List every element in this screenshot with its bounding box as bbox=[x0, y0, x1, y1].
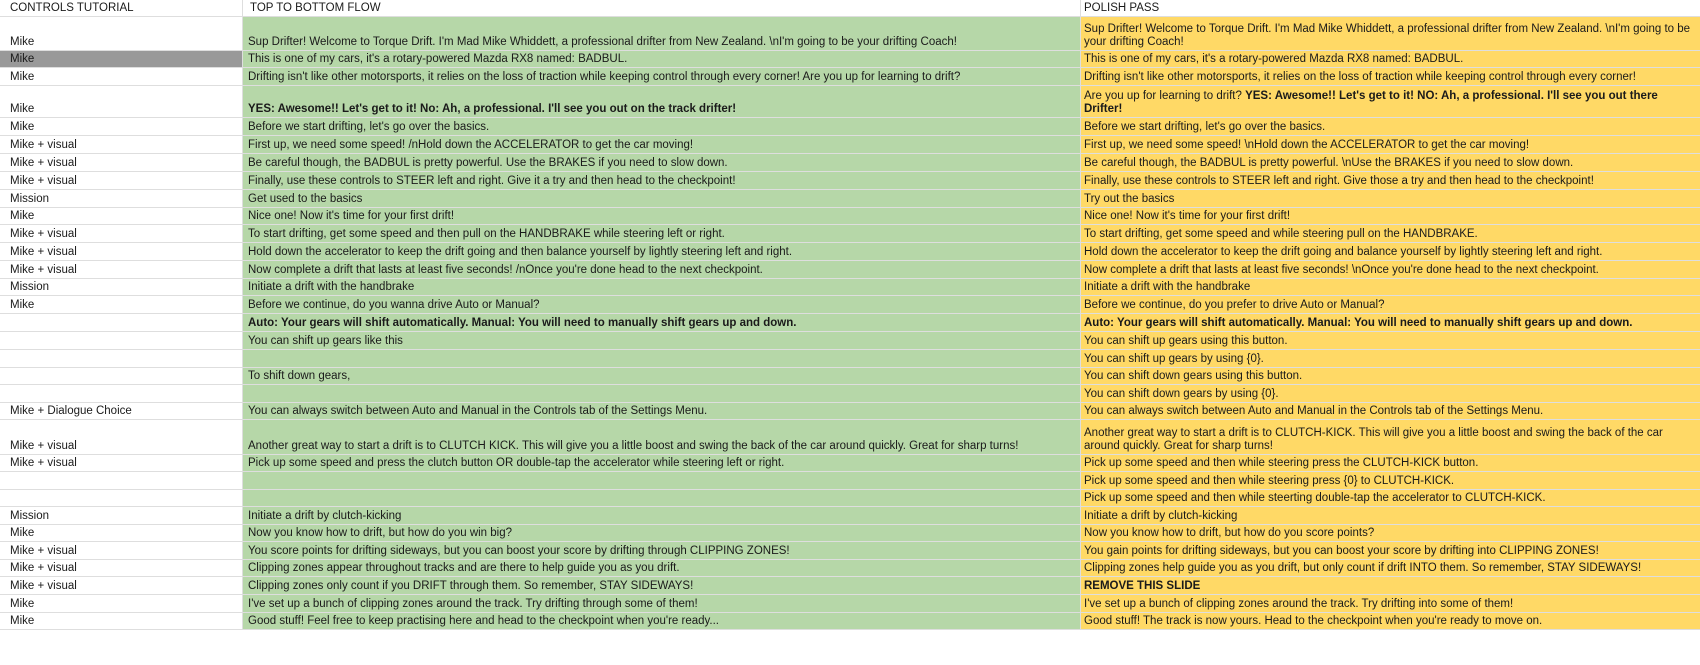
flow-text: Clipping zones only count if you DRIFT through them. So remember, STAY SIDEWAYS! bbox=[248, 580, 694, 592]
speaker-cell[interactable] bbox=[0, 350, 243, 367]
polish-text: Hold down the accelerator to keep the drift going and balance yourself by lightly steering left and right. bbox=[1084, 246, 1603, 258]
polish-text: Finally, use these controls to STEER left and right. Give those a try and then head to the checkpoint! bbox=[1084, 175, 1594, 187]
polish-text: To start drifting, get some speed and while steering pull on the HANDBRAKE. bbox=[1084, 228, 1478, 240]
speaker-cell[interactable] bbox=[0, 472, 243, 489]
flow-cell[interactable] bbox=[243, 490, 1081, 506]
polish-text-wrap bbox=[1084, 317, 1632, 331]
polish-text-wrap bbox=[1084, 475, 1454, 489]
table-row bbox=[0, 279, 1700, 296]
polish-text: This is one of my cars, it's a rotary-powered Mazda RX8 named: BADBUL. bbox=[1084, 53, 1464, 65]
polish-cell[interactable] bbox=[1081, 136, 1700, 153]
table-row bbox=[0, 385, 1700, 403]
polish-text: Now complete a drift that lasts at least five seconds! \nOnce you're done head to the next checkpoint. bbox=[1084, 264, 1599, 276]
flow-cell[interactable] bbox=[243, 420, 1081, 454]
flow-text: Initiate a drift with the handbrake bbox=[248, 281, 415, 293]
polish-text-wrap bbox=[1084, 193, 1174, 207]
flow-cell[interactable] bbox=[243, 350, 1081, 367]
speaker-cell[interactable] bbox=[0, 314, 243, 331]
polish-text: I've set up a bunch of clipping zones around the track. Try drifting into some of them! bbox=[1084, 598, 1514, 610]
flow-text: Before we start drifting, let's go over the basics. bbox=[248, 121, 490, 133]
speaker-text: Mike + visual bbox=[10, 175, 77, 187]
speaker-cell[interactable] bbox=[0, 507, 243, 524]
table-row bbox=[0, 350, 1700, 368]
flow-cell[interactable] bbox=[243, 403, 1081, 419]
speaker-text: Mike + Dialogue Choice bbox=[10, 405, 132, 417]
table-row bbox=[0, 595, 1700, 613]
speaker-text: Mike + visual bbox=[10, 157, 77, 169]
polish-cell[interactable] bbox=[1081, 350, 1700, 367]
table-row bbox=[0, 136, 1700, 154]
flow-text: This is one of my cars, it's a rotary-powered Mazda RX8 named: BADBUL. bbox=[248, 53, 628, 65]
polish-cell[interactable] bbox=[1081, 118, 1700, 135]
table-row bbox=[0, 332, 1700, 350]
speaker-cell[interactable] bbox=[0, 17, 243, 50]
polish-cell[interactable] bbox=[1081, 613, 1700, 629]
polish-text-wrap bbox=[1084, 139, 1529, 153]
polish-text: First up, we need some speed! \nHold down the ACCELERATOR to get the car moving! bbox=[1084, 139, 1530, 151]
flow-cell[interactable] bbox=[243, 455, 1081, 471]
flow-text: You can shift up gears like this bbox=[248, 335, 403, 347]
polish-text: Before we start drifting, let's go over the basics. bbox=[1084, 121, 1326, 133]
flow-text: Before we continue, do you wanna drive Auto or Manual? bbox=[248, 299, 540, 311]
speaker-cell[interactable] bbox=[0, 385, 243, 402]
table-row bbox=[0, 243, 1700, 261]
flow-text: Be careful though, the BADBUL is pretty powerful. Use the BRAKES if you need to slow down. bbox=[248, 157, 728, 169]
polish-text: Clipping zones help guide you as you drift, but only count if drift INTO them. So remember, STAY SIDEWAYS! bbox=[1084, 562, 1642, 574]
polish-text: You can shift down gears by using {0}. bbox=[1084, 388, 1279, 400]
speaker-text: Mike bbox=[10, 598, 35, 610]
flow-cell[interactable] bbox=[243, 118, 1081, 135]
flow-cell[interactable] bbox=[243, 472, 1081, 489]
speaker-text: Mike + visual bbox=[10, 139, 77, 151]
polish-text-wrap bbox=[1084, 615, 1542, 629]
table-row bbox=[0, 403, 1700, 420]
speaker-cell[interactable] bbox=[0, 154, 243, 171]
flow-text: YES: Awesome!! Let's get to it! No: Ah, a professional. I'll see you out on the track drifter! bbox=[248, 103, 737, 115]
speaker-text: Mike bbox=[10, 36, 35, 48]
speaker-text: Mike bbox=[10, 527, 35, 539]
polish-cell[interactable] bbox=[1081, 595, 1700, 612]
polish-cell[interactable] bbox=[1081, 560, 1700, 576]
speaker-cell[interactable] bbox=[0, 68, 243, 85]
flow-cell[interactable] bbox=[243, 51, 1081, 67]
polish-text-wrap bbox=[1084, 281, 1250, 295]
speaker-cell[interactable] bbox=[0, 208, 243, 224]
header-controls-tutorial[interactable]: CONTROLS TUTORIAL bbox=[0, 0, 243, 16]
table-row bbox=[0, 507, 1700, 525]
flow-text: Clipping zones appear throughout tracks and are there to help guide you as you drift. bbox=[248, 562, 680, 574]
table-row bbox=[0, 490, 1700, 507]
polish-cell[interactable] bbox=[1081, 243, 1700, 260]
flow-text: You score points for drifting sideways, but you can boost your score by drifting through CLIPPING ZONES! bbox=[248, 545, 790, 557]
polish-text-wrap bbox=[1084, 545, 1599, 559]
polish-text-wrap bbox=[1084, 71, 1636, 85]
flow-cell[interactable] bbox=[243, 314, 1081, 331]
speaker-text: Mike bbox=[10, 103, 35, 115]
table-row bbox=[0, 261, 1700, 279]
polish-text: Nice one! Now it's time for your first drift! bbox=[1084, 210, 1291, 222]
speaker-cell[interactable] bbox=[0, 455, 243, 471]
polish-text-wrap bbox=[1084, 210, 1290, 224]
flow-cell[interactable] bbox=[243, 208, 1081, 224]
speaker-cell[interactable] bbox=[0, 243, 243, 260]
polish-text-wrap bbox=[1084, 388, 1279, 402]
flow-text: Nice one! Now it's time for your first drift! bbox=[248, 210, 455, 222]
speaker-text: Mike bbox=[10, 615, 35, 627]
flow-text: Now you know how to drift, but how do you win big? bbox=[248, 527, 513, 539]
flow-cell[interactable] bbox=[243, 613, 1081, 629]
speaker-cell[interactable] bbox=[0, 51, 243, 67]
polish-text: Initiate a drift with the handbrake bbox=[1084, 281, 1251, 293]
speaker-cell[interactable] bbox=[0, 190, 243, 207]
polish-text-wrap bbox=[1084, 335, 1288, 349]
polish-text: YES: Awesome!! Let's get to it! NO: Ah, a professional. I'll see you out there Drifter! bbox=[1084, 90, 1658, 115]
speaker-text: Mike bbox=[10, 299, 35, 311]
speaker-text: Mike bbox=[10, 71, 35, 83]
speaker-cell[interactable] bbox=[0, 172, 243, 189]
polish-text: Another great way to start a drift is to CLUTCH-KICK. This will give you a little boost and swing the back of the car around quickly. Great for sharp turns! bbox=[1084, 427, 1663, 452]
flow-text: Sup Drifter! Welcome to Torque Drift. I'm Mad Mike Whiddett, a professional drifter from New Zealand. \nI'm going to be your drifting Coach! bbox=[248, 36, 957, 48]
table-row bbox=[0, 560, 1700, 577]
polish-text-wrap bbox=[1084, 53, 1463, 67]
polish-text: You can always switch between Auto and Manual in the Controls tab of the Settings Menu. bbox=[1084, 405, 1544, 417]
polish-cell[interactable] bbox=[1081, 314, 1700, 331]
flow-text: To start drifting, get some speed and then pull on the HANDBRAKE while steering left or right. bbox=[248, 228, 725, 240]
speaker-cell[interactable] bbox=[0, 368, 243, 384]
flow-cell[interactable] bbox=[243, 368, 1081, 384]
table-row bbox=[0, 577, 1700, 595]
polish-cell[interactable] bbox=[1081, 420, 1700, 454]
polish-text-wrap bbox=[1084, 246, 1602, 260]
polish-prefix: Are you up for learning to drift? bbox=[1084, 90, 1246, 102]
polish-cell[interactable] bbox=[1081, 208, 1700, 224]
polish-text-wrap bbox=[1084, 580, 1200, 594]
polish-cell[interactable] bbox=[1081, 68, 1700, 85]
polish-text: Drifting isn't like other motorsports, it relies on the loss of traction while keeping control through every corner! bbox=[1084, 71, 1636, 83]
flow-cell[interactable] bbox=[243, 595, 1081, 612]
polish-text: REMOVE THIS SLIDE bbox=[1084, 580, 1201, 592]
polish-text-wrap bbox=[1084, 175, 1594, 189]
polish-cell[interactable] bbox=[1081, 86, 1700, 117]
table-row bbox=[0, 208, 1700, 225]
polish-text: Good stuff! The track is now yours. Head to the checkpoint when you're ready to move on. bbox=[1084, 615, 1543, 627]
speaker-text: Mike bbox=[10, 53, 35, 65]
flow-cell[interactable] bbox=[243, 560, 1081, 576]
polish-text-wrap bbox=[1084, 405, 1543, 419]
speaker-text: Mike + visual bbox=[10, 562, 77, 574]
polish-cell[interactable] bbox=[1081, 190, 1700, 207]
flow-text: Hold down the accelerator to keep the drift going and then balance yourself by lightly steering left and right. bbox=[248, 246, 793, 258]
flow-text: You can always switch between Auto and Manual in the Controls tab of the Settings Menu. bbox=[248, 405, 708, 417]
polish-text: Before we continue, do you prefer to drive Auto or Manual? bbox=[1084, 299, 1385, 311]
flow-cell[interactable] bbox=[243, 243, 1081, 260]
table-row bbox=[0, 86, 1700, 118]
speaker-text: Mike bbox=[10, 121, 35, 133]
polish-cell[interactable] bbox=[1081, 368, 1700, 384]
header-top-to-bottom-flow[interactable]: TOP TO BOTTOM FLOW bbox=[243, 0, 1081, 16]
speaker-text: Mike + visual bbox=[10, 440, 77, 452]
flow-text: Good stuff! Feel free to keep practising here and head to the checkpoint when you're ready... bbox=[248, 615, 720, 627]
table-row bbox=[0, 225, 1700, 243]
polish-text: Initiate a drift by clutch-kicking bbox=[1084, 510, 1238, 522]
speaker-cell[interactable] bbox=[0, 261, 243, 278]
polish-cell[interactable] bbox=[1081, 172, 1700, 189]
polish-text-wrap bbox=[1084, 598, 1513, 612]
polish-cell[interactable] bbox=[1081, 455, 1700, 471]
polish-text: You can shift down gears using this button. bbox=[1084, 370, 1303, 382]
polish-text-wrap bbox=[1084, 427, 1696, 454]
speaker-text: Mike + visual bbox=[10, 457, 77, 469]
flow-text: Finally, use these controls to STEER left and right. Give it a try and then head to the checkpoint! bbox=[248, 175, 736, 187]
polish-cell[interactable] bbox=[1081, 225, 1700, 242]
speaker-text: Mike + visual bbox=[10, 246, 77, 258]
table-row bbox=[0, 68, 1700, 86]
table-row bbox=[0, 51, 1700, 68]
table-row bbox=[0, 17, 1700, 51]
polish-text-wrap bbox=[1084, 457, 1478, 471]
flow-cell[interactable] bbox=[243, 296, 1081, 313]
table-row bbox=[0, 172, 1700, 190]
polish-cell[interactable] bbox=[1081, 17, 1700, 50]
flow-cell[interactable] bbox=[243, 17, 1081, 50]
polish-text-wrap bbox=[1084, 157, 1573, 171]
polish-text: Sup Drifter! Welcome to Torque Drift. I'm Mad Mike Whiddett, a professional drifter from New Zealand. \nI'm going to be your drifting Coach! bbox=[1084, 23, 1691, 48]
polish-cell[interactable] bbox=[1081, 332, 1700, 349]
polish-cell[interactable] bbox=[1081, 472, 1700, 489]
polish-cell[interactable] bbox=[1081, 542, 1700, 559]
polish-text: Now you know how to drift, but how do you score points? bbox=[1084, 527, 1375, 539]
polish-cell[interactable] bbox=[1081, 490, 1700, 506]
table-row bbox=[0, 455, 1700, 472]
flow-cell[interactable] bbox=[243, 261, 1081, 278]
polish-text-wrap bbox=[1084, 527, 1374, 541]
flow-text: Auto: Your gears will shift automatically. Manual: You will need to manually shift gears up and down. bbox=[248, 317, 797, 329]
speaker-cell[interactable] bbox=[0, 403, 243, 419]
polish-text: Pick up some speed and then while steerting double-tap the accelerator to CLUTCH-KICK. bbox=[1084, 492, 1546, 504]
speaker-cell[interactable] bbox=[0, 332, 243, 349]
polish-text: Pick up some speed and then while steering press {0} to CLUTCH-KICK. bbox=[1084, 475, 1455, 487]
flow-cell[interactable] bbox=[243, 332, 1081, 349]
flow-cell[interactable] bbox=[243, 225, 1081, 242]
flow-cell[interactable] bbox=[243, 86, 1081, 117]
table-row bbox=[0, 118, 1700, 136]
table-row bbox=[0, 613, 1700, 630]
flow-text: Get used to the basics bbox=[248, 193, 363, 205]
flow-text: I've set up a bunch of clipping zones around the track. Try drifting through some of them! bbox=[248, 598, 698, 610]
polish-text: You gain points for drifting sideways, but you can boost your score by drifting into CLIPPING ZONES! bbox=[1084, 545, 1599, 557]
speaker-text: Mission bbox=[10, 193, 49, 205]
polish-text-wrap bbox=[1084, 370, 1302, 384]
polish-text-wrap bbox=[1084, 353, 1264, 367]
speaker-text: Mike + visual bbox=[10, 264, 77, 276]
speaker-cell[interactable] bbox=[0, 279, 243, 295]
polish-cell[interactable] bbox=[1081, 525, 1700, 541]
flow-text: Now complete a drift that lasts at least five seconds! /nOnce you're done head to the next checkpoint. bbox=[248, 264, 763, 276]
speaker-cell[interactable] bbox=[0, 86, 243, 117]
speaker-cell[interactable] bbox=[0, 136, 243, 153]
flow-cell[interactable] bbox=[243, 385, 1081, 402]
speaker-text: Mission bbox=[10, 510, 49, 522]
flow-text: To shift down gears, bbox=[248, 370, 351, 382]
speaker-cell[interactable] bbox=[0, 420, 243, 454]
polish-text-wrap bbox=[1084, 23, 1696, 50]
flow-text: First up, we need some speed! /nHold down the ACCELERATOR to get the car moving! bbox=[248, 139, 694, 151]
flow-cell[interactable] bbox=[243, 172, 1081, 189]
polish-text-wrap bbox=[1084, 90, 1696, 117]
polish-text: You can shift up gears by using {0}. bbox=[1084, 353, 1264, 365]
table-row bbox=[0, 525, 1700, 542]
speaker-cell[interactable] bbox=[0, 118, 243, 135]
speaker-cell[interactable] bbox=[0, 595, 243, 612]
flow-cell[interactable] bbox=[243, 136, 1081, 153]
flow-text: Drifting isn't like other motorsports, it relies on the loss of traction while keeping control through every corner! Are you up for learning to drift? bbox=[248, 71, 961, 83]
polish-cell[interactable] bbox=[1081, 154, 1700, 171]
flow-text: Another great way to start a drift is to CLUTCH KICK. This will give you a little boost and swing the back of the car around quickly. Great for sharp turns! bbox=[248, 440, 1019, 452]
table-row bbox=[0, 190, 1700, 208]
polish-text: Pick up some speed and then while steering press the CLUTCH-KICK button. bbox=[1084, 457, 1479, 469]
polish-text-wrap bbox=[1084, 562, 1641, 576]
polish-cell[interactable] bbox=[1081, 279, 1700, 295]
polish-cell[interactable] bbox=[1081, 507, 1700, 524]
speaker-cell[interactable] bbox=[0, 542, 243, 559]
polish-cell[interactable] bbox=[1081, 385, 1700, 402]
polish-cell[interactable] bbox=[1081, 577, 1700, 594]
polish-text-wrap bbox=[1084, 121, 1325, 135]
polish-text-wrap bbox=[1084, 299, 1384, 313]
polish-cell[interactable] bbox=[1081, 403, 1700, 419]
polish-cell[interactable] bbox=[1081, 51, 1700, 67]
speaker-text: Mission bbox=[10, 281, 49, 293]
speaker-cell[interactable] bbox=[0, 560, 243, 576]
header-row bbox=[0, 0, 1700, 17]
speaker-cell[interactable] bbox=[0, 577, 243, 594]
table-row bbox=[0, 296, 1700, 314]
speaker-cell[interactable] bbox=[0, 490, 243, 506]
flow-cell[interactable] bbox=[243, 542, 1081, 559]
table-row bbox=[0, 542, 1700, 560]
flow-cell[interactable] bbox=[243, 154, 1081, 171]
speaker-text: Mike bbox=[10, 210, 35, 222]
speaker-cell[interactable] bbox=[0, 613, 243, 629]
speaker-cell[interactable] bbox=[0, 296, 243, 313]
flow-cell[interactable] bbox=[243, 507, 1081, 524]
table-row bbox=[0, 314, 1700, 332]
table-row bbox=[0, 420, 1700, 455]
polish-text-wrap bbox=[1084, 510, 1237, 524]
polish-text: Auto: Your gears will shift automatically. Manual: You will need to manually shift gears up and down. bbox=[1084, 317, 1633, 329]
polish-cell[interactable] bbox=[1081, 261, 1700, 278]
header-polish-pass[interactable]: POLISH PASS bbox=[1081, 0, 1700, 16]
flow-text: Initiate a drift by clutch-kicking bbox=[248, 510, 402, 522]
speaker-text: Mike + visual bbox=[10, 228, 77, 240]
flow-cell[interactable] bbox=[243, 525, 1081, 541]
flow-text: Pick up some speed and press the clutch button OR double-tap the accelerator while steering left or right. bbox=[248, 457, 785, 469]
flow-cell[interactable] bbox=[243, 68, 1081, 85]
table-row bbox=[0, 368, 1700, 385]
polish-text: You can shift up gears using this button. bbox=[1084, 335, 1288, 347]
table-row bbox=[0, 472, 1700, 490]
speaker-text: Mike + visual bbox=[10, 545, 77, 557]
polish-text: Try out the basics bbox=[1084, 193, 1175, 205]
flow-cell[interactable] bbox=[243, 279, 1081, 295]
speaker-text: Mike + visual bbox=[10, 580, 77, 592]
speaker-cell[interactable] bbox=[0, 225, 243, 242]
polish-text-wrap bbox=[1084, 492, 1546, 506]
flow-cell[interactable] bbox=[243, 190, 1081, 207]
polish-text: Be careful though, the BADBUL is pretty powerful. \nUse the BRAKES if you need to slow down. bbox=[1084, 157, 1574, 169]
polish-cell[interactable] bbox=[1081, 296, 1700, 313]
polish-text-wrap bbox=[1084, 264, 1599, 278]
table-row bbox=[0, 154, 1700, 172]
speaker-cell[interactable] bbox=[0, 525, 243, 541]
flow-cell[interactable] bbox=[243, 577, 1081, 594]
polish-text-wrap bbox=[1084, 228, 1478, 242]
